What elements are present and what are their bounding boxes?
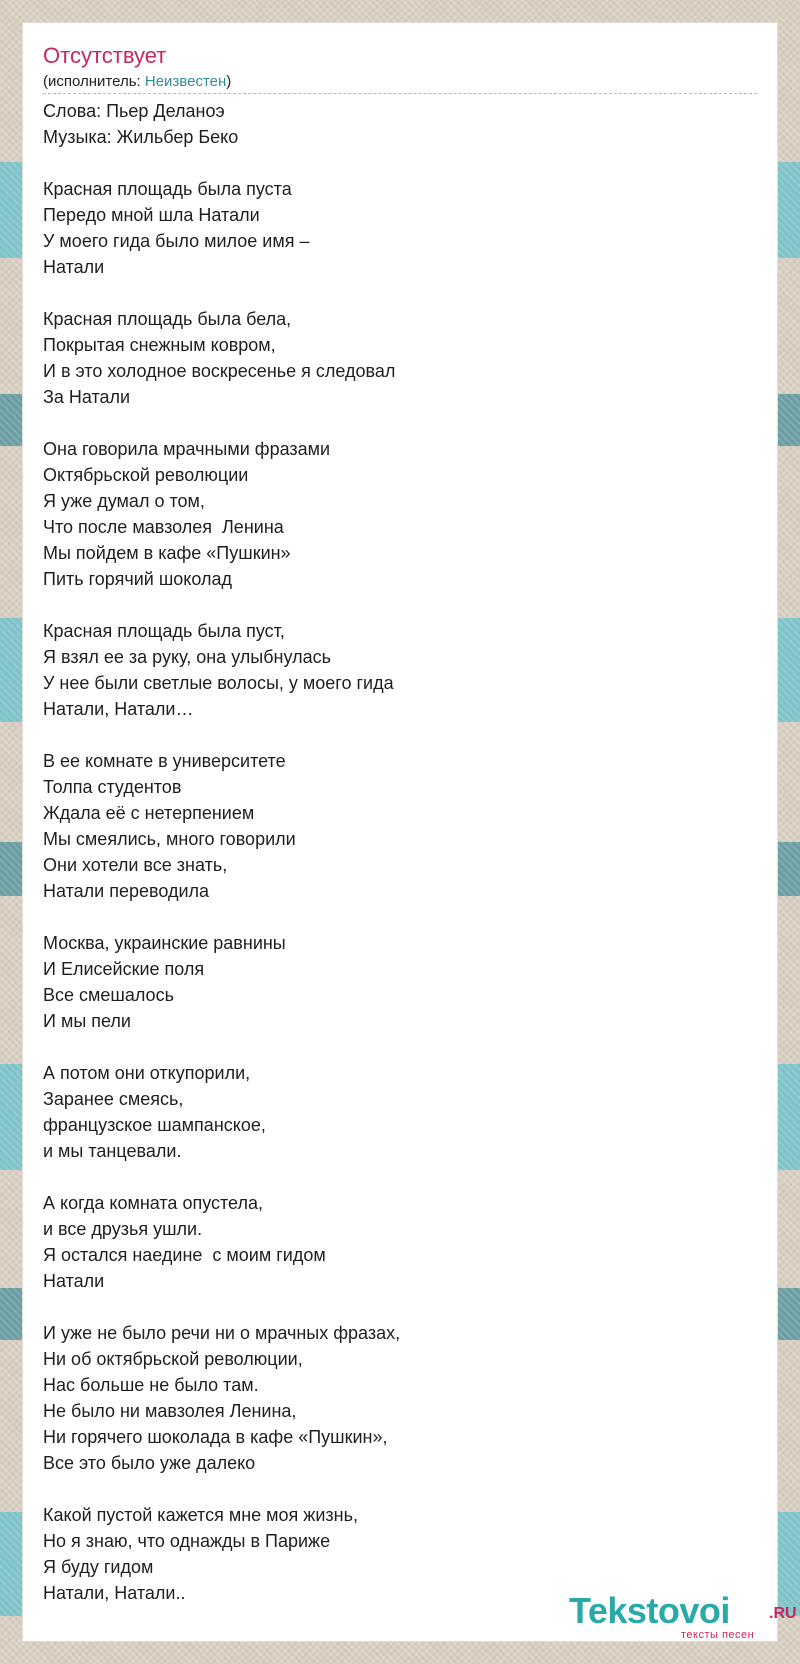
logo-tagline: тексты песен — [681, 1629, 755, 1641]
artist-line — [43, 73, 231, 91]
lyric-line — [43, 410, 743, 436]
lyric-line: Нас больше не было там. — [43, 1375, 259, 1395]
lyric-line: Я взял ее за руку, она улыбнулась — [43, 647, 331, 667]
title-divider — [43, 93, 757, 94]
lyric-line: Натали переводила — [43, 881, 210, 901]
lyric-line: И мы пели — [43, 1011, 131, 1031]
lyric-line — [43, 1034, 743, 1060]
lyric-line: Что после мавзолея Ленина — [43, 517, 284, 537]
lyric-line: Красная площадь была бела, — [43, 309, 292, 329]
lyric-line — [43, 1294, 743, 1320]
lyric-line: Ни об октябрьской революции, — [43, 1349, 303, 1369]
logo-tld: .RU — [769, 1605, 797, 1622]
lyric-line — [43, 150, 743, 176]
lyric-line: Они хотели все знать, — [43, 855, 228, 875]
lyric-line: Натали — [43, 1271, 105, 1291]
lyric-line: Слова: Пьер Деланоэ — [43, 101, 225, 121]
lyric-line: В ее комнате в университете — [43, 751, 286, 771]
lyric-line: А когда комната опустела, — [43, 1193, 263, 1213]
lyric-line — [43, 722, 743, 748]
lyric-line: И уже не было речи ни о мрачных фразах, — [43, 1323, 401, 1343]
lyric-line: Пить горячий шоколад — [43, 569, 232, 589]
lyric-line: И Елисейские поля — [43, 959, 205, 979]
lyric-line: Натали, Натали.. — [43, 1583, 186, 1603]
lyric-line — [43, 1476, 743, 1502]
lyric-line: Какой пустой кажется мне моя жизнь, — [43, 1505, 358, 1525]
site-logo[interactable] — [569, 1590, 797, 1641]
lyric-line: Музыка: Жильбер Беко — [43, 127, 239, 147]
lyric-line — [43, 1164, 743, 1190]
lyric-line: Октябрьской революции — [43, 465, 249, 485]
lyric-line: Ждала её с нетерпением — [43, 803, 255, 823]
lyric-line: А потом они откупорили, — [43, 1063, 251, 1083]
lyric-line: Толпа студентов — [43, 777, 182, 797]
lyric-line — [43, 592, 743, 618]
lyric-line: и мы танцевали. — [43, 1141, 182, 1161]
lyric-line: У нее были светлые волосы, у моего гида — [43, 673, 394, 693]
lyric-line: Мы пойдем в кафе «Пушкин» — [43, 543, 291, 563]
lyric-line: Мы смеялись, много говорили — [43, 829, 296, 849]
logo-wordmark: Tekstovoi — [569, 1590, 730, 1631]
artist-link[interactable]: Неизвестен — [144, 73, 227, 90]
artist-suffix: ) — [226, 73, 232, 90]
artist-prefix: (исполнитель: — [43, 73, 145, 90]
lyric-line: Все смешалось — [43, 985, 174, 1005]
lyric-line: Красная площадь была пуста — [43, 179, 292, 199]
lyric-line: Я остался наедине с моим гидом — [43, 1245, 326, 1265]
lyric-line: За Натали — [43, 387, 131, 407]
lyric-line: Передо мной шла Натали — [43, 205, 260, 225]
lyric-line: и все друзья ушли. — [43, 1219, 203, 1239]
lyrics-card — [22, 22, 797, 1642]
lyric-line — [43, 280, 743, 306]
lyric-line: Не было ни мавзолея Ленина, — [43, 1401, 297, 1421]
lyric-line: французское шампанское, — [43, 1115, 266, 1135]
song-title: Отсутствует — [43, 43, 167, 68]
lyrics-text — [43, 98, 743, 1606]
lyric-line: И в это холодное воскресенье я следовал — [43, 361, 396, 381]
lyric-line: Москва, украинские равнины — [43, 933, 286, 953]
lyric-line: У моего гида было милое имя – — [43, 231, 310, 251]
lyric-line: Она говорила мрачными фразами — [43, 439, 331, 459]
lyric-line — [43, 904, 743, 930]
lyric-line: Но я знаю, что однажды в Париже — [43, 1531, 331, 1551]
lyric-line: Натали — [43, 257, 105, 277]
lyric-line: Все это было уже далеко — [43, 1453, 256, 1473]
lyric-line: Я уже думал о том, — [43, 491, 205, 511]
lyric-line: Покрытая снежным ковром, — [43, 335, 276, 355]
lyric-line: Красная площадь была пуст, — [43, 621, 285, 641]
lyric-line: Ни горячего шоколада в кафе «Пушкин», — [43, 1427, 388, 1447]
lyric-line: Натали, Натали… — [43, 699, 194, 719]
lyric-line: Заранее смеясь, — [43, 1089, 184, 1109]
lyric-line: Я буду гидом — [43, 1557, 154, 1577]
